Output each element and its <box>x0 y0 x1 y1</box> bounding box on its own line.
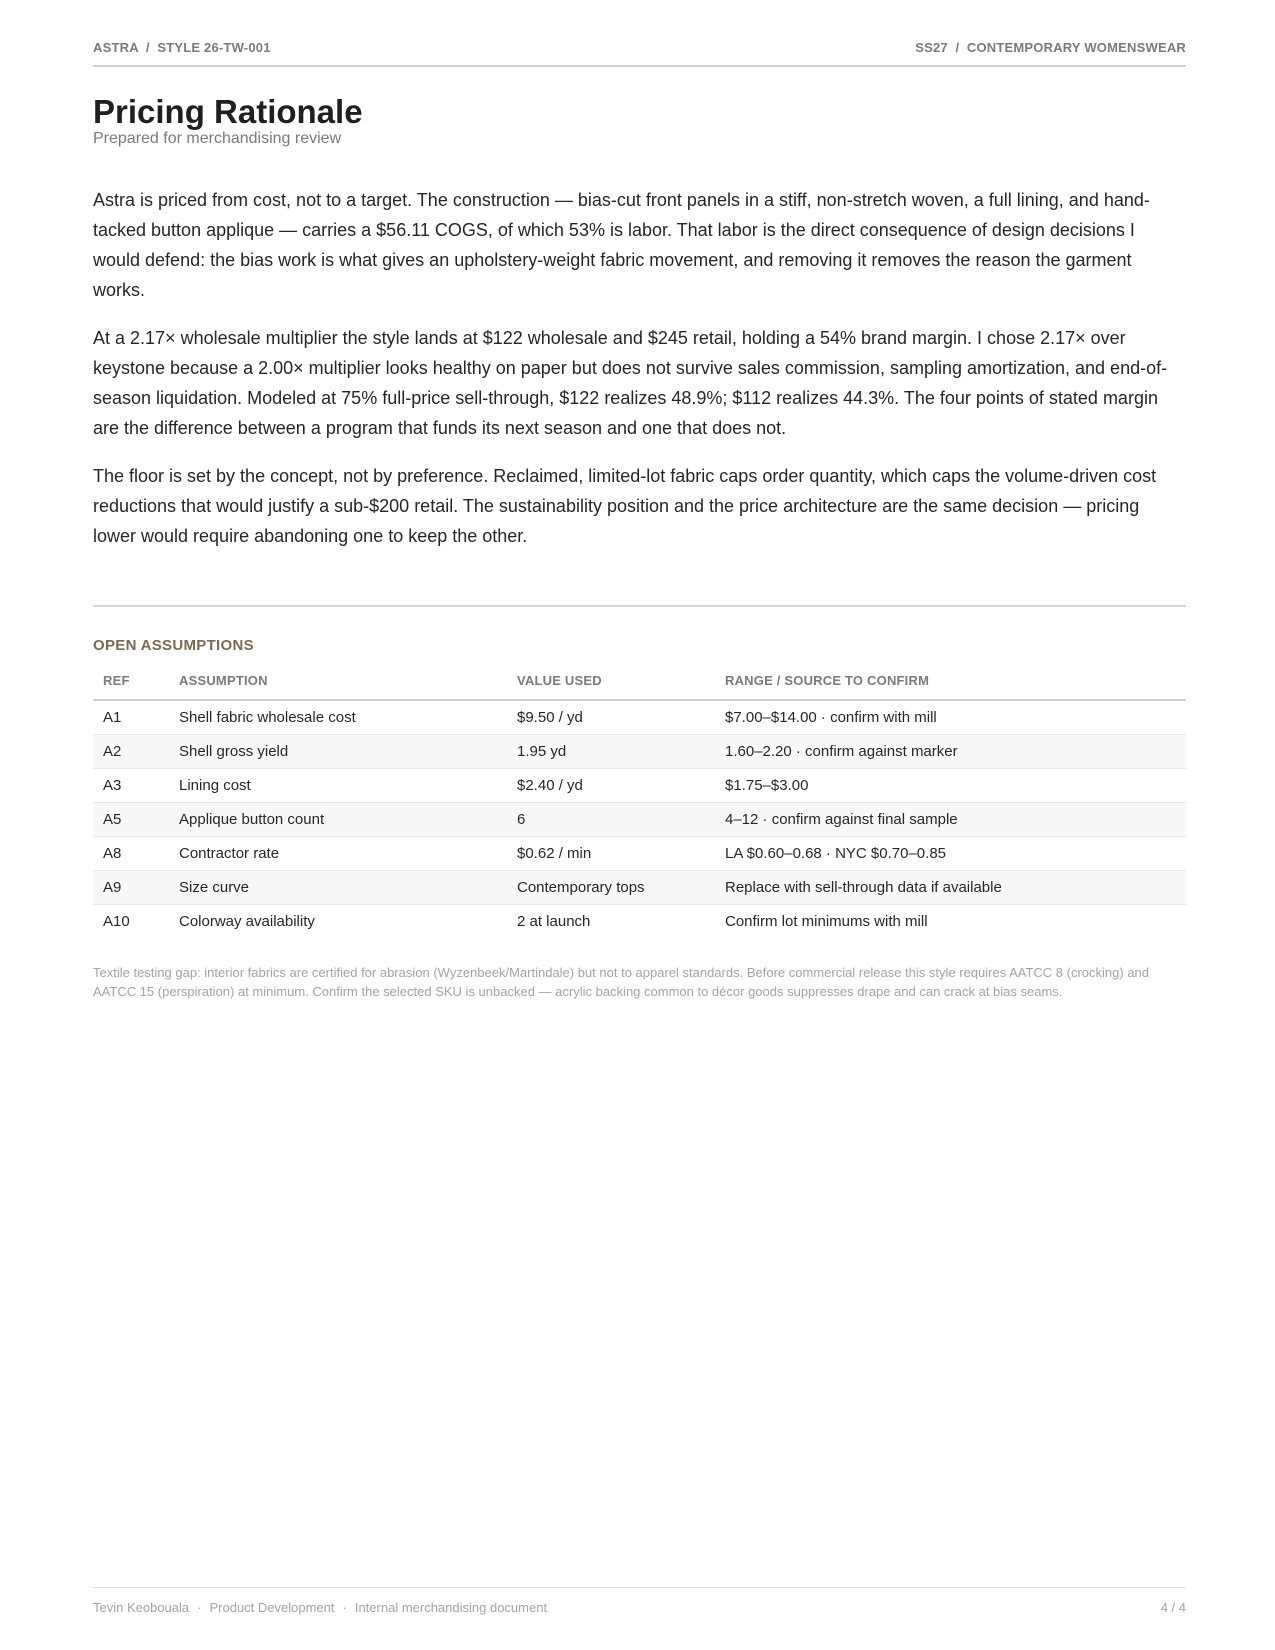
document-page <box>93 0 1186 1650</box>
cell-assumption: Shell fabric wholesale cost <box>169 700 507 735</box>
header-rule <box>93 65 1186 67</box>
cell-value: Contemporary tops <box>507 871 715 905</box>
section-divider <box>93 605 1186 607</box>
cell-ref: A8 <box>93 837 169 871</box>
footer-author: Tevin Keobouala <box>93 1600 190 1615</box>
cell-ref: A5 <box>93 803 169 837</box>
column-header-value: VALUE USED <box>507 661 715 700</box>
table-row <box>93 905 1186 939</box>
cell-assumption: Lining cost <box>169 769 507 803</box>
page-number: 4 / 4 <box>1160 1600 1186 1615</box>
cell-value: 2 at launch <box>517 913 591 930</box>
table-row <box>93 735 1186 769</box>
table-row <box>93 769 1186 803</box>
cell-assumption: Size curve <box>169 871 507 905</box>
cell-assumption: Contractor rate <box>169 837 507 871</box>
header-style-id: ASTRA / STYLE 26-TW-001 <box>93 40 271 55</box>
cell-range: 1.60–2.20 · confirm against marker <box>715 735 1186 769</box>
footer-department: Product Development <box>209 1600 335 1615</box>
column-header-assumption: ASSUMPTION <box>169 661 507 700</box>
textile-testing-note: Textile testing gap: interior fabrics are certified for abrasion (Wyzenbeek/Martindale) but not to apparel standards. Before commercial release this style requires AATCC 8 (crocking) and AATCC 15 (perspiration) at minimum. Confirm the selected SKU is unbacked — acrylic backing common to décor goods suppresses drape and can crack at bias seams. <box>93 965 1150 999</box>
cell-value: $9.50 / yd <box>507 700 715 735</box>
table-row <box>93 803 1186 837</box>
footer-credits <box>93 1600 547 1615</box>
footer-doc-type: Internal merchandising document <box>354 1600 548 1615</box>
footer-separator: · <box>342 1600 347 1615</box>
paragraph-multiplier: At a 2.17× wholesale multiplier the style lands at $122 wholesale and $245 retail, holding a 54% brand margin. I chose 2.17× over keystone because a 2.00× multiplier looks healthy on paper but does not survive sales commission, sampling amortization, and end-of-season liquidation. Modeled at 75% full-price sell-through, $122 realizes 48.9%; $112 realizes 44.3%. The four points of stated margin are the difference between a program that funds its next season and one that does not. <box>93 328 1168 438</box>
cell-range: LA $0.60–0.68 · NYC $0.70–0.85 <box>715 837 1186 871</box>
cell-range: $7.00–$14.00 · confirm with mill <box>715 700 1186 735</box>
cell-ref: A3 <box>93 769 169 803</box>
section-title-assumptions: OPEN ASSUMPTIONS <box>93 637 254 654</box>
cell-range: 4–12 · confirm against final sample <box>715 803 1186 837</box>
cell-assumption: Colorway availability <box>179 913 315 930</box>
cell-ref: A2 <box>93 735 169 769</box>
cell-ref: A10 <box>103 913 130 930</box>
cell-assumption: Shell gross yield <box>169 735 507 769</box>
cell-range: $1.75–$3.00 <box>715 769 1186 803</box>
cell-value: $2.40 / yd <box>507 769 715 803</box>
cell-ref: A9 <box>93 871 169 905</box>
cell-range: Confirm lot minimums with mill <box>725 913 928 930</box>
footer-rule <box>93 1587 1186 1588</box>
cell-value: $0.62 / min <box>507 837 715 871</box>
table-row <box>93 837 1186 871</box>
paragraph-cost: Astra is priced from cost, not to a target. The construction — bias-cut front panels in a stiff, non-stretch woven, a full lining, and hand-tacked button applique — carries a $56.11 COGS, of which 53% is labor. That labor is the direct consequence of design decisions I would defend: the bias work is what gives an upholstery-weight fabric movement, and removing it removes the reason the garment works. <box>93 190 1150 300</box>
page-footer <box>93 1600 1186 1615</box>
footer-separator: · <box>197 1600 202 1615</box>
column-header-range: RANGE / SOURCE TO CONFIRM <box>715 661 1186 700</box>
page-subtitle: Prepared for merchandising review <box>93 130 342 147</box>
cell-assumption: Applique button count <box>169 803 507 837</box>
table-row <box>93 700 1186 735</box>
rationale-body <box>93 185 1186 569</box>
assumptions-table <box>93 661 1186 938</box>
cell-value: 6 <box>507 803 715 837</box>
running-header <box>93 40 1186 55</box>
table-row <box>93 871 1186 905</box>
table-header-row <box>93 661 1186 700</box>
page-title: Pricing Rationale <box>93 93 363 130</box>
cell-ref: A1 <box>93 700 169 735</box>
cell-value: 1.95 yd <box>507 735 715 769</box>
paragraph-floor: The floor is set by the concept, not by preference. Reclaimed, limited-lot fabric caps order quantity, which caps the volume-driven cost reductions that would justify a sub-$200 retail. The sustainability position and the price architecture are the same decision — pricing lower would require abandoning one to keep the other. <box>93 466 1157 546</box>
column-header-ref: REF <box>93 661 169 700</box>
header-season: SS27 / CONTEMPORARY WOMENSWEAR <box>915 40 1186 55</box>
cell-range: Replace with sell-through data if available <box>715 871 1186 905</box>
